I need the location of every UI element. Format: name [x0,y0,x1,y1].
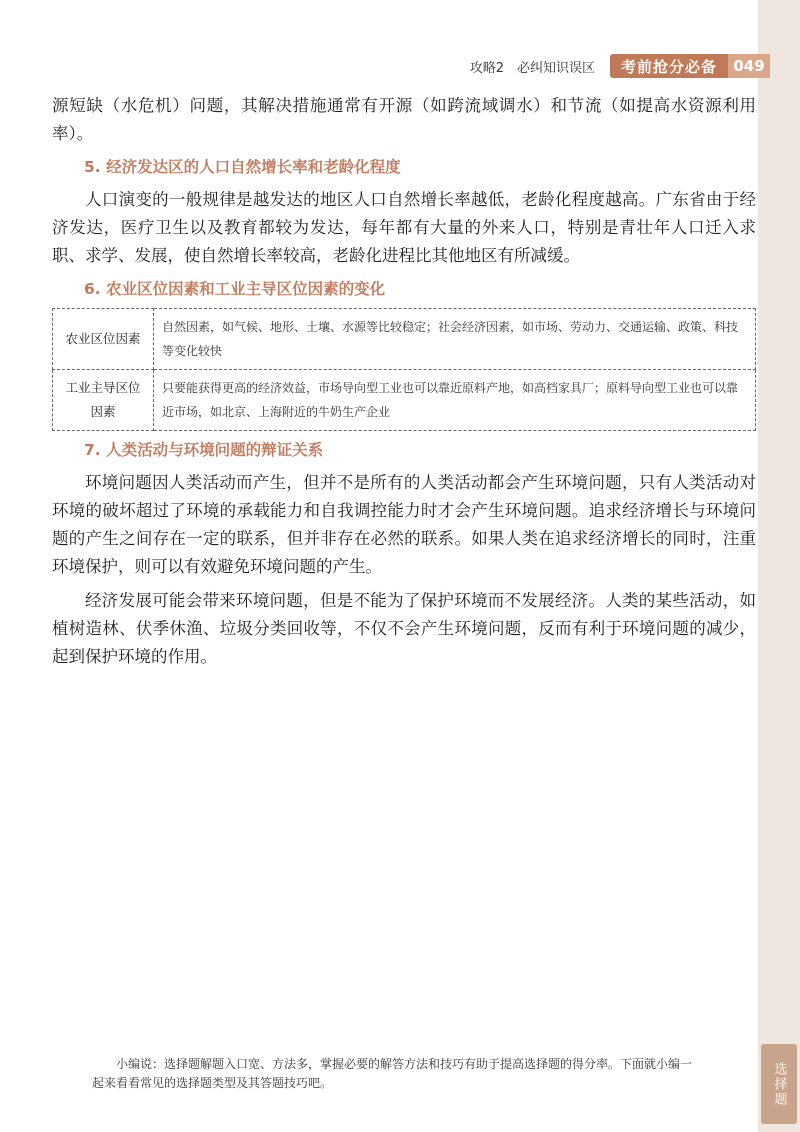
location-factors-table [52,308,756,431]
header-guide: 攻略2 必纠知识误区 [469,61,595,76]
editor-note: 小编说：选择题解题入口宽、方法多，掌握必要的解答方法和技巧有助于提高选择题的得分率。下面就小编一起来看看常见的选择题类型及其答题技巧吧。 [92,1057,693,1090]
page-header [0,52,800,82]
table-label-agriculture: 农业区位因素 [53,309,154,370]
page-number: 049 [728,54,770,78]
section-7-paragraph-2: 经济发展可能会带来环境问题，但是不能为了保护环境而不发展经济。人类的某些活动，如植树造林、伏季休渔、垃圾分类回收等，不仅不会产生环境问题，反而有利于环境问题的减少，起到保护环境的作用。 [52,591,756,666]
section-5-title: 5. 经济发达区的人口自然增长率和老龄化程度 [84,158,401,176]
table-row [53,309,756,370]
section-5-paragraph: 人口演变的一般规律是越发达的地区人口自然增长率越低，老龄化程度越高。广东省由于经济发达，医疗卫生以及教育都较为发达，每年都有大量的外来人口，特别是青壮年人口迁入求职、求学、发展，使自然增长率较高，老龄化进程比其他地区有所减缓。 [52,190,756,265]
section-7-title: 7. 人类活动与环境问题的辩证关系 [84,441,324,459]
table-label-industry: 工业主导区位因素 [53,370,154,431]
section-6-title: 6. 农业区位因素和工业主导区位因素的变化 [84,280,386,298]
header-badge: 考前抢分必备 [610,54,728,78]
right-margin-strip [758,0,800,1132]
table-value-industry: 只要能获得更高的经济效益，市场导向型工业也可以靠近原料产地，如高档家具厂；原料导向型工业也可以靠近市场，如北京、上海附近的牛奶生产企业 [154,370,756,431]
table-row [53,370,756,431]
intro-paragraph: 源短缺（水危机）问题，其解决措施通常有开源（如跨流域调水）和节流（如提高水资源利用率）。 [52,96,756,143]
main-content [52,92,756,671]
table-value-agriculture: 自然因素，如气候、地形、土壤、水源等比较稳定；社会经济因素，如市场、劳动力、交通运输、政策、科技等变化较快 [154,309,756,370]
section-7-paragraph-1: 环境问题因人类活动而产生，但并不是所有的人类活动都会产生环境问题，只有人类活动对环境的破坏超过了环境的承载能力和自我调控能力时才会产生环境问题。追求经济增长与环境问题的产生之间存在一定的联系，但并非存在必然的联系。如果人类在追求经济增长的同时，注重环境保护，则可以有效避免环境问题的产生。 [52,473,756,576]
side-tab: 选择题 [761,1044,797,1124]
